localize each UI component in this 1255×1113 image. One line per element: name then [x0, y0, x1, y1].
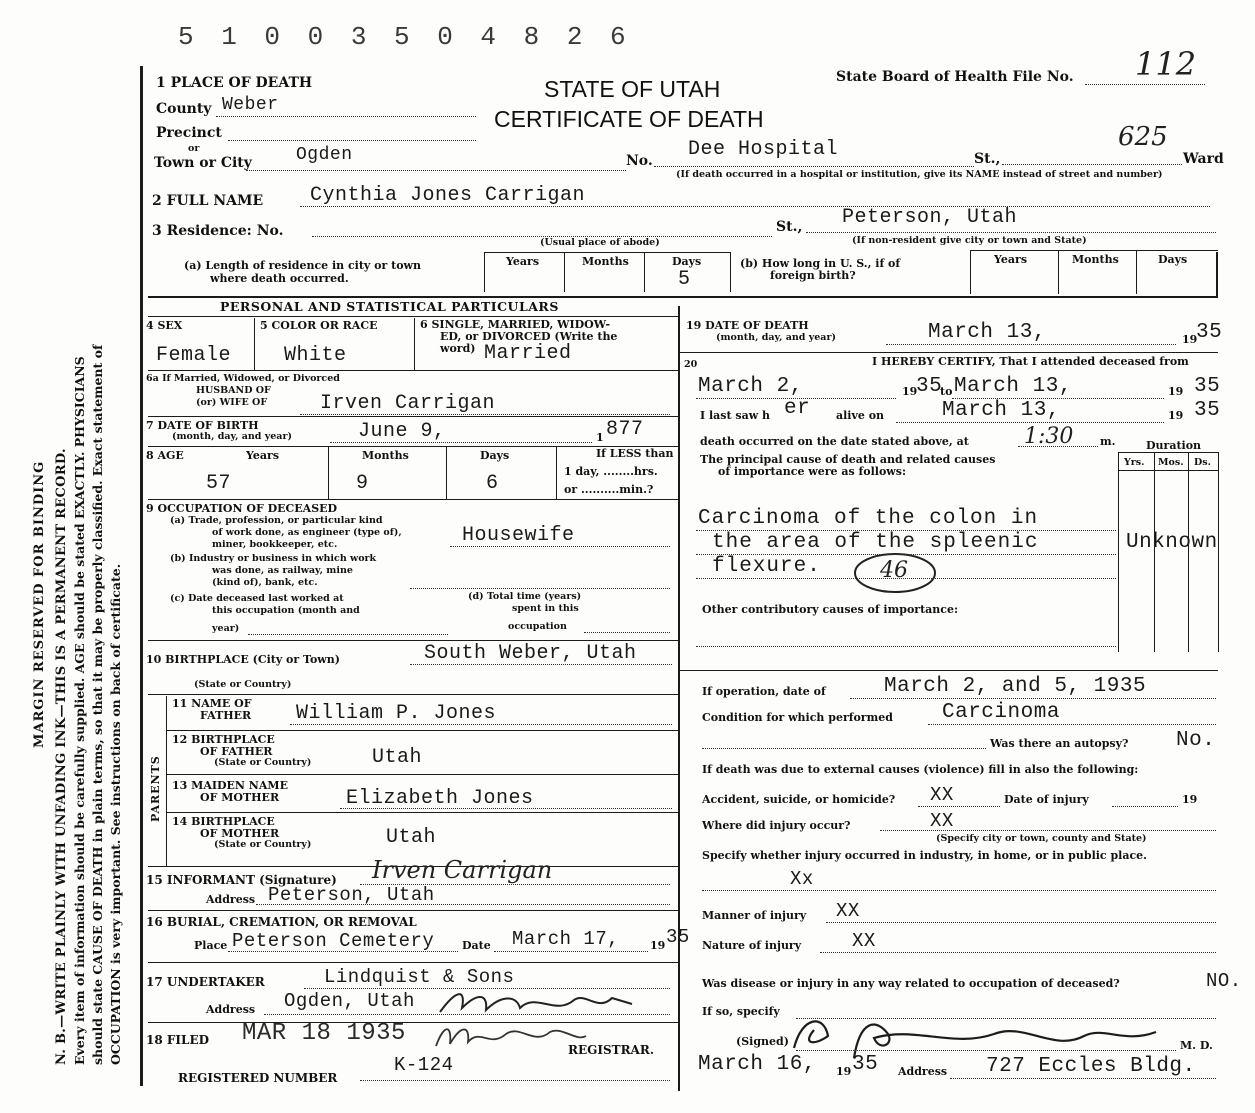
cause-line-1: Carcinoma of the colon in [698, 507, 1039, 530]
cause-line-3: flexure. [712, 555, 821, 578]
place-note: (If death occurred in a hospital or institution, give its NAME instead of street and number) [676, 169, 1163, 180]
margin-instruction-3: should state CAUSE OF DEATH in plain terms, so that it may be properly classified. Exact statement of [90, 344, 105, 1065]
cause-line-2: the area of the spleenic [712, 531, 1039, 554]
signed-date-value: March 16, [698, 1053, 816, 1076]
operation-date-value: March 2, and 5, 1935 [884, 675, 1147, 698]
father-birthplace-value: Utah [372, 746, 423, 769]
certify-text: I HEREBY CERTIFY, That I attended deceased from [872, 355, 1189, 368]
ward-label: Ward [1183, 151, 1224, 167]
burial-year-value: 35 [666, 926, 690, 948]
cause-code-value: 46 [880, 558, 908, 583]
place-of-death-label: 1 PLACE OF DEATH [156, 75, 313, 91]
ward-no-value: 625 [1118, 122, 1168, 152]
operation-condition-value: Carcinoma [942, 701, 1060, 724]
left-border [140, 66, 143, 1086]
last-seen-alive-year: 35 [1194, 399, 1221, 422]
margin-instruction-1: N. B.—WRITE PLAINLY WITH UNFADING INK—THIS IS A PERMANENT RECORD. [54, 448, 69, 1065]
file-no-value: 112 [1135, 45, 1197, 83]
residence-days-value: 5 [678, 268, 691, 291]
injury-place-value: XX [930, 810, 954, 832]
saw-pronoun-value: er [784, 397, 811, 420]
race-value: White [284, 344, 347, 367]
autopsy-value: No. [1176, 729, 1216, 752]
death-year-value: 35 [1196, 321, 1223, 344]
injury-manner-value: XX [836, 900, 860, 922]
age-days-value: 6 [486, 472, 499, 495]
age-months-value: 9 [356, 472, 369, 495]
margin-instruction-2: Every item of information should be carefully supplied. AGE should be stated EXACTLY. PHYSICIANS [72, 356, 87, 1065]
town-label: Town or City [154, 155, 252, 171]
header-rule [148, 296, 1218, 298]
age-years-value: 57 [206, 472, 232, 495]
undertaker-address-value: Ogden, Utah [284, 990, 415, 1012]
time-of-death-value: 1:30 [1024, 424, 1074, 449]
attended-from-year: 35 [916, 375, 943, 398]
external-causes-text: If death was due to external causes (violence) fill in also the following: [702, 763, 1139, 776]
injury-specify-value: Xx [790, 868, 814, 890]
margin-reserved-text: MARGIN RESERVED FOR BINDING [32, 460, 47, 748]
informant-signature: Irven Carrigan [372, 856, 553, 884]
county-value: Weber [222, 95, 279, 115]
residence-label: 3 Residence: No. [152, 223, 284, 239]
dob-value: June 9, [358, 420, 446, 443]
mother-name-value: Elizabeth Jones [346, 787, 534, 810]
accident-value: XX [930, 784, 954, 806]
informant-address-value: Peterson, Utah [268, 884, 435, 906]
birthplace-value: South Weber, Utah [424, 642, 637, 665]
date-of-death-value: March 13, [928, 321, 1046, 344]
burial-date-value: March 17, [512, 928, 620, 950]
spouse-value: Irven Carrigan [320, 392, 496, 415]
undertaker-signature [436, 986, 636, 1020]
precinct-label: Precinct [156, 125, 222, 141]
filed-date-value: MAR 18 1935 [242, 1020, 406, 1047]
hospital-value: Dee Hospital [688, 138, 839, 161]
death-certificate: MARGIN RESERVED FOR BINDING N. B.—WRITE PLAINLY WITH UNFADING INK—THIS IS A PERMANENT RECORD. Every item of information should be carefully supplied. AGE should be stated EXACTLY. PHYSICIANS should state CAUSE OF DEATH in plain terms, so that it may be properly classified. Exact statement of OCCUPATION is very important. See instructions on back of certificate. 5 1 0 0 3 5 0 4 8 2 6 STATE OF UTAH CERTIFICATE OF DEATH State Board of Health File No. 112 625 1 PLACE OF DEATH County Weber Precinct or Town or City Ogden No. Dee Hospital St., Ward (If death occurred in a hospital or institution, give its NAME instead of street and number) 2 FULL NAME Cynthia Jones Carrigan 3 Residence: No. St., Peterson, Utah (Usual place of abode) (If non-resident give city or town and State) (a) Length of residence in city or town where death occurred. Years Months Days 5 (b) How long in U. S., if of foreign birth? Years Months Days PERSONAL AND STATISTICAL PARTICULARS 4 SEX Female 5 COLOR OR RACE White 6 SINGLE, MARRIED, WIDOW- ED, or DIVORCED (Write the word) Married 6a If Married, Widowed, or Divorced HUSBAND OF (or) WIFE OF Irven Carrigan 7 DATE OF BIRTH (month, day, and year) June 9, 1 877 8 AGE Years Months Days 57 9 6 If LESS than 1 day, ........hrs. or ..........min.? 9 OCCUPATION OF DECEASED (a) Trade, profession, or particular kind of work done, as engineer (type of), miner, bookkeeper, etc. Housewife (b) Industry or business in which work was done, as railway, mine (kind of), bank, etc. (c) Date deceased last worked at this occupation (month and year) (d) Total time (years) spent in this occupation 10 BIRTHPLACE (City or Town) South Weber, Utah (State or Country) PARENTS 11 NAME OF FATHER William P. Jones 12 BIRTHPLACE OF FATHER (State or Country) Utah 13 MAIDEN NAME OF MOTHER Elizabeth Jones 14 BIRTHPLACE OF MOTHER (State or Country) Utah 15 INFORMANT (Signature) Irven Carrigan Address Peterson, Utah 16 BURIAL, CREMATION, OR REMOVAL Place Peterson Cemetery Date March 17, 19 35 17 UNDERTAKER Lindquist & Sons Address Ogden, Utah 18 FILED MAR 18 1935 REGISTRAR. REGISTERED NUMBER K-124 19 DATE OF DEATH (month, day, and year) March 13, 19 35 20 I HEREBY CERTIFY, That I attended deceased from March 2, 19 35 to March 13, 19 35 I last saw h er alive on March 13, 19 35 death occurred on the date stated above, at 1:30 m. Duration The principal cause of death and related causes of importance were as follows: Yrs. Mos. Ds. Carcinoma of the colon in the area of the spleenic flexure. Unknown 46 Other contributory causes of importance: If operation, date of March 2, and 5, 1935 Condition for which performed Carcinoma Was there an autopsy? No. If death was due to external causes (violence) fill in also the following: Accident, suicide, or homicide? XX Date of injury 19 Where did injury occur? XX (Specify city or town, county and State) Specify whether injury occurred in industry, in home, or in public place. Xx Manner of injury XX Nature of injury XX Was disease or injury in any way related to occupation of deceased? NO. If so, specify (Signed) M. D. March 16, 19 35 Address 727 Eccles Bldg. [0, 0, 1255, 1113]
occupation-value: Housewife [462, 524, 575, 547]
attended-to-year: 35 [1194, 375, 1221, 398]
occupation-related-value: NO. [1206, 970, 1242, 992]
undertaker-value: Lindquist & Sons [324, 966, 515, 988]
file-no-label: State Board of Health File No. [836, 69, 1074, 85]
registered-number-value: K-124 [394, 1054, 454, 1076]
last-seen-alive-value: March 13, [942, 399, 1060, 422]
town-value: Ogden [296, 145, 353, 165]
signed-year-value: 35 [852, 1053, 879, 1076]
personal-header: PERSONAL AND STATISTICAL PARTICULARS [220, 299, 559, 314]
burial-place-value: Peterson Cemetery [232, 930, 435, 952]
father-name-value: William P. Jones [296, 702, 497, 725]
marital-value: Married [484, 342, 572, 365]
parents-label: PARENTS [149, 755, 162, 822]
margin-instruction-4: OCCUPATION is very important. See instructions on back of certificate. [108, 563, 123, 1065]
state-title: STATE OF UTAH [544, 76, 721, 102]
mother-birthplace-value: Utah [386, 826, 437, 849]
dob-year-value: 877 [606, 418, 644, 441]
center-divider [678, 306, 680, 1091]
residence-value: Peterson, Utah [842, 206, 1018, 229]
physician-signature [700, 1090, 707, 1091]
attended-to-value: March 13, [954, 375, 1072, 398]
registrar-signature [430, 1018, 590, 1052]
physician-address-value: 727 Eccles Bldg. [986, 1055, 1196, 1078]
certificate-title: CERTIFICATE OF DEATH [494, 106, 764, 132]
full-name-label: 2 FULL NAME [152, 193, 264, 209]
injury-nature-value: XX [852, 930, 876, 952]
stamp-number: 5 1 0 0 3 5 0 4 8 2 6 [178, 22, 632, 52]
attended-from-value: March 2, [698, 375, 803, 398]
full-name-value: Cynthia Jones Carrigan [310, 184, 586, 207]
county-label: County [156, 101, 212, 117]
sex-value: Female [156, 344, 232, 367]
cause-duration-value: Unknown [1126, 531, 1218, 554]
